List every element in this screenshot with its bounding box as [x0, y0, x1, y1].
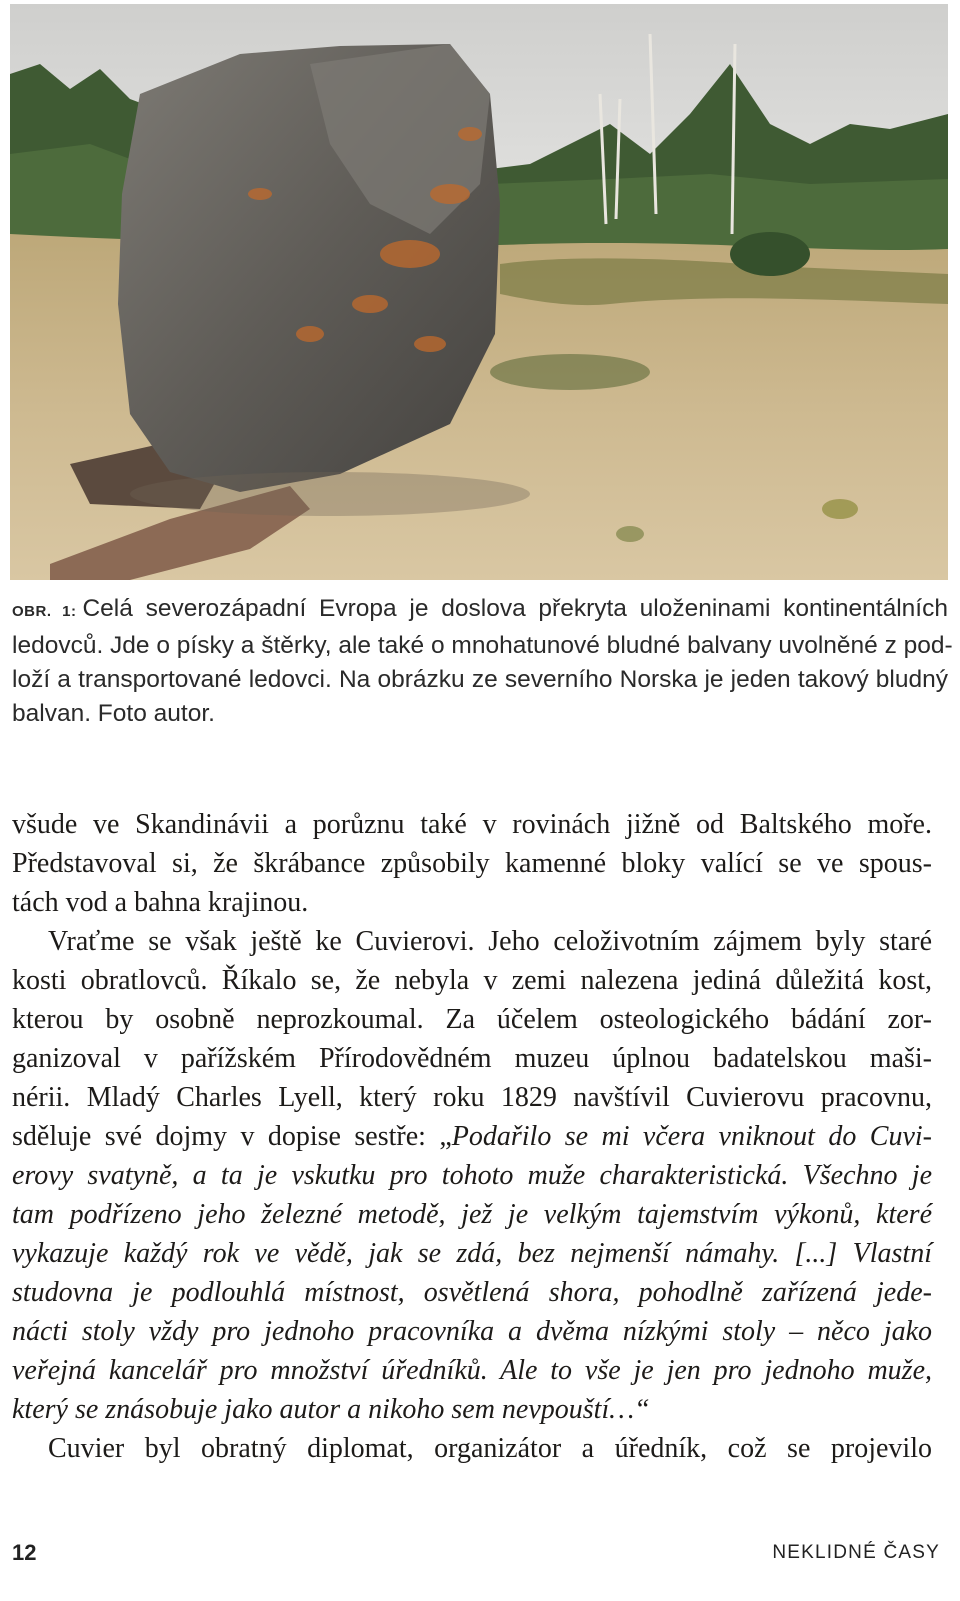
text-line: tam podřízeno jeho železné metodě, jež je velkým tajemstvím výkonů, které: [12, 1199, 932, 1230]
text-line: nácti stoly vždy pro jednoho pracovníka a dvěma nízkými stoly – něco jako: [12, 1316, 932, 1347]
page-footer: [12, 1540, 940, 1572]
figure-caption: [12, 592, 953, 731]
body-text: [12, 805, 932, 1468]
text-line: erovy svatyně, a ta je vskutku pro tohoto muže charakteristická. Všechno je: [12, 1160, 932, 1191]
text-line: nérii. Mladý Charles Lyell, který roku 1829 navštívil Cuvierovu pracovnu,: [12, 1082, 932, 1113]
figure-label: OBR. 1:: [12, 603, 77, 620]
caption-line: balvan. Foto autor.: [12, 700, 215, 727]
text-line: vykazuje každý rok ve vědě, jak se zdá, bez nejmenší námahy. [...] Vlastní: [12, 1238, 932, 1269]
text-line: tách vod a bahna krajinou.: [12, 887, 309, 918]
page-number: 12: [12, 1540, 37, 1565]
text-line: Představoval si, že škrábance způsobily kamenné bloky valící se ve spous-: [12, 848, 932, 879]
figure-photo: [10, 4, 948, 580]
text-line: všude ve Skandinávii a porůznu také v rovinách jižně od Baltského moře.: [12, 809, 932, 840]
text-line: sděluje své dojmy v dopise sestře: „Podařilo se mi včera vniknout do Cuvi-: [12, 1121, 932, 1152]
text-line: který se znásobuje jako autor a nikoho sem nevpouští…“: [12, 1394, 650, 1425]
text-line: studovna je podlouhlá místnost, osvětlená shora, pohodlně zařízená jede-: [12, 1277, 932, 1308]
text-line: Cuvier byl obratný diplomat, organizátor a úředník, což se projevilo: [48, 1433, 932, 1464]
text-line: kterou by osobně neprozkoumal. Za účelem osteologického bádání zor-: [12, 1004, 932, 1035]
running-title: NEKLIDNÉ ČASY: [772, 1542, 940, 1563]
text-line: ganizoval v pařížském Přírodovědném muzeu úplnou badatelskou maši-: [12, 1043, 932, 1074]
caption-line: ledovců. Jde o písky a štěrky, ale také o mnohatunové bludné balvany uvolněné z pod-: [12, 632, 953, 659]
text-line: veřejná kancelář pro množství úředníků. Ale to vše je jen pro jednoho muže,: [12, 1355, 932, 1386]
caption-line: Celá severozápadní Evropa je doslova překryta uloženinami kontinentálních: [82, 595, 948, 622]
text-line: kosti obratlovců. Říkalo se, že nebyla v zemi nalezena jediná důležitá kost,: [12, 965, 932, 996]
text-line: Vraťme se však ještě ke Cuvierovi. Jeho celoživotním zájmem byly staré: [48, 926, 932, 957]
boulder-photo-image: [10, 4, 948, 580]
caption-line: loží a transportované ledovci. Na obrázku ze severního Norska je jeden takový bludný: [12, 666, 948, 693]
